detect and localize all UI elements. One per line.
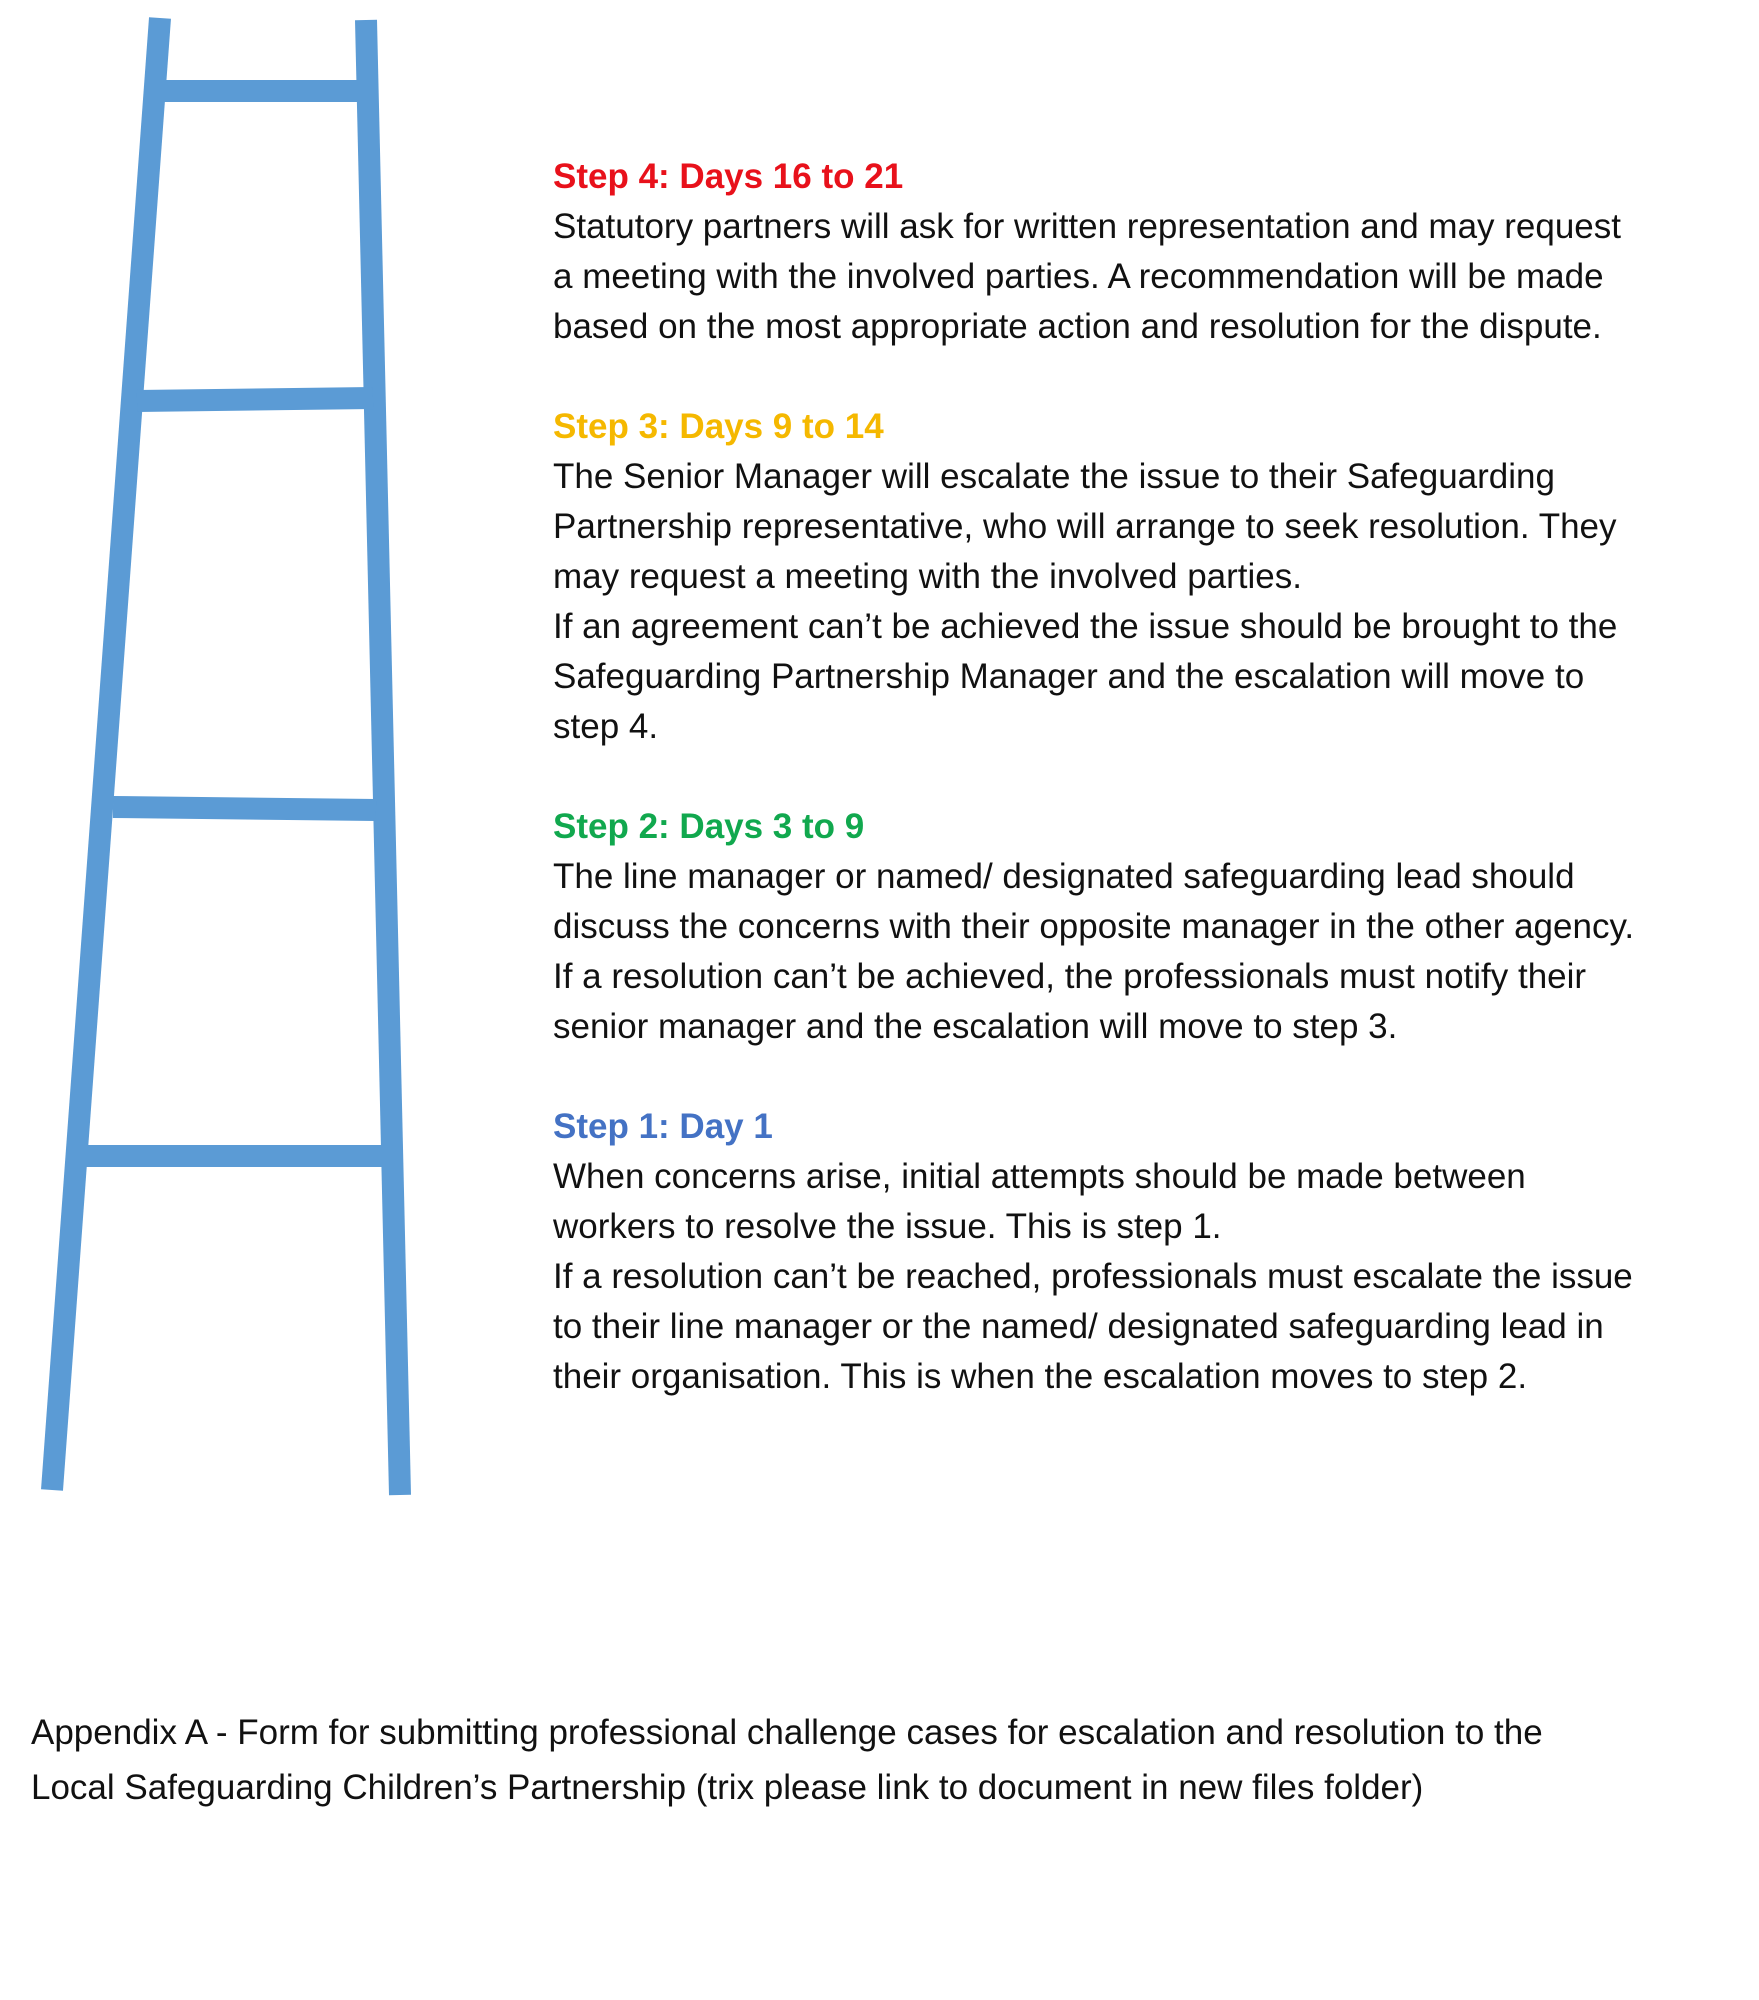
- step-1: [553, 1102, 1743, 1402]
- step-1-line: workers to resolve the issue. This is step 1.: [553, 1207, 1222, 1246]
- step-3-line: Safeguarding Partnership Manager and the escalation will move to: [553, 657, 1585, 696]
- ladder-icon: [52, 18, 400, 1495]
- step-2-line: If a resolution can’t be achieved, the professionals must notify their: [553, 957, 1587, 996]
- step-4-line: a meeting with the involved parties. A recommendation will be made: [553, 257, 1604, 296]
- step-3-line: The Senior Manager will escalate the issue to their Safeguarding: [553, 457, 1555, 496]
- step-2: [553, 802, 1743, 1052]
- step-4-title: Step 4: Days 16 to 21: [553, 157, 904, 196]
- step-1-line: When concerns arise, initial attempts should be made between: [553, 1157, 1526, 1196]
- appendix-note: [31, 1705, 1741, 1815]
- escalation-steps: [553, 152, 1743, 1452]
- step-3-line: Partnership representative, who will arrange to seek resolution. They: [553, 507, 1617, 546]
- step-2-title: Step 2: Days 3 to 9: [553, 807, 865, 846]
- step-4-line: based on the most appropriate action and resolution for the dispute.: [553, 307, 1602, 346]
- ladder-rung-step3: [113, 807, 376, 810]
- step-2-line: senior manager and the escalation will move to step 3.: [553, 1007, 1398, 1046]
- step-1-line: to their line manager or the named/ designated safeguarding lead in: [553, 1307, 1604, 1346]
- step-1-line: If a resolution can’t be reached, professionals must escalate the issue: [553, 1257, 1633, 1296]
- step-2-line: discuss the concerns with their opposite manager in the other agency.: [553, 907, 1635, 946]
- appendix-line: Local Safeguarding Children’s Partnership (trix please link to document in new files folder): [31, 1768, 1424, 1807]
- step-3: [553, 402, 1743, 752]
- ladder-left-rail: [52, 18, 160, 1490]
- step-1-line: their organisation. This is when the escalation moves to step 2.: [553, 1357, 1528, 1396]
- step-4: [553, 152, 1743, 352]
- step-1-title: Step 1: Day 1: [553, 1107, 773, 1146]
- step-3-line: If an agreement can’t be achieved the issue should be brought to the: [553, 607, 1618, 646]
- step-2-line: The line manager or named/ designated safeguarding lead should: [553, 857, 1575, 896]
- step-4-line: Statutory partners will ask for written representation and may request: [553, 207, 1621, 246]
- ladder-rung-step4: [137, 398, 373, 401]
- ladder-right-rail: [366, 20, 400, 1495]
- step-3-title: Step 3: Days 9 to 14: [553, 407, 884, 446]
- appendix-line: Appendix A - Form for submitting professional challenge cases for escalation and resolution to the: [31, 1713, 1543, 1752]
- ladder-graphic: [0, 0, 440, 1520]
- step-3-line: step 4.: [553, 707, 659, 746]
- step-3-line: may request a meeting with the involved parties.: [553, 557, 1302, 596]
